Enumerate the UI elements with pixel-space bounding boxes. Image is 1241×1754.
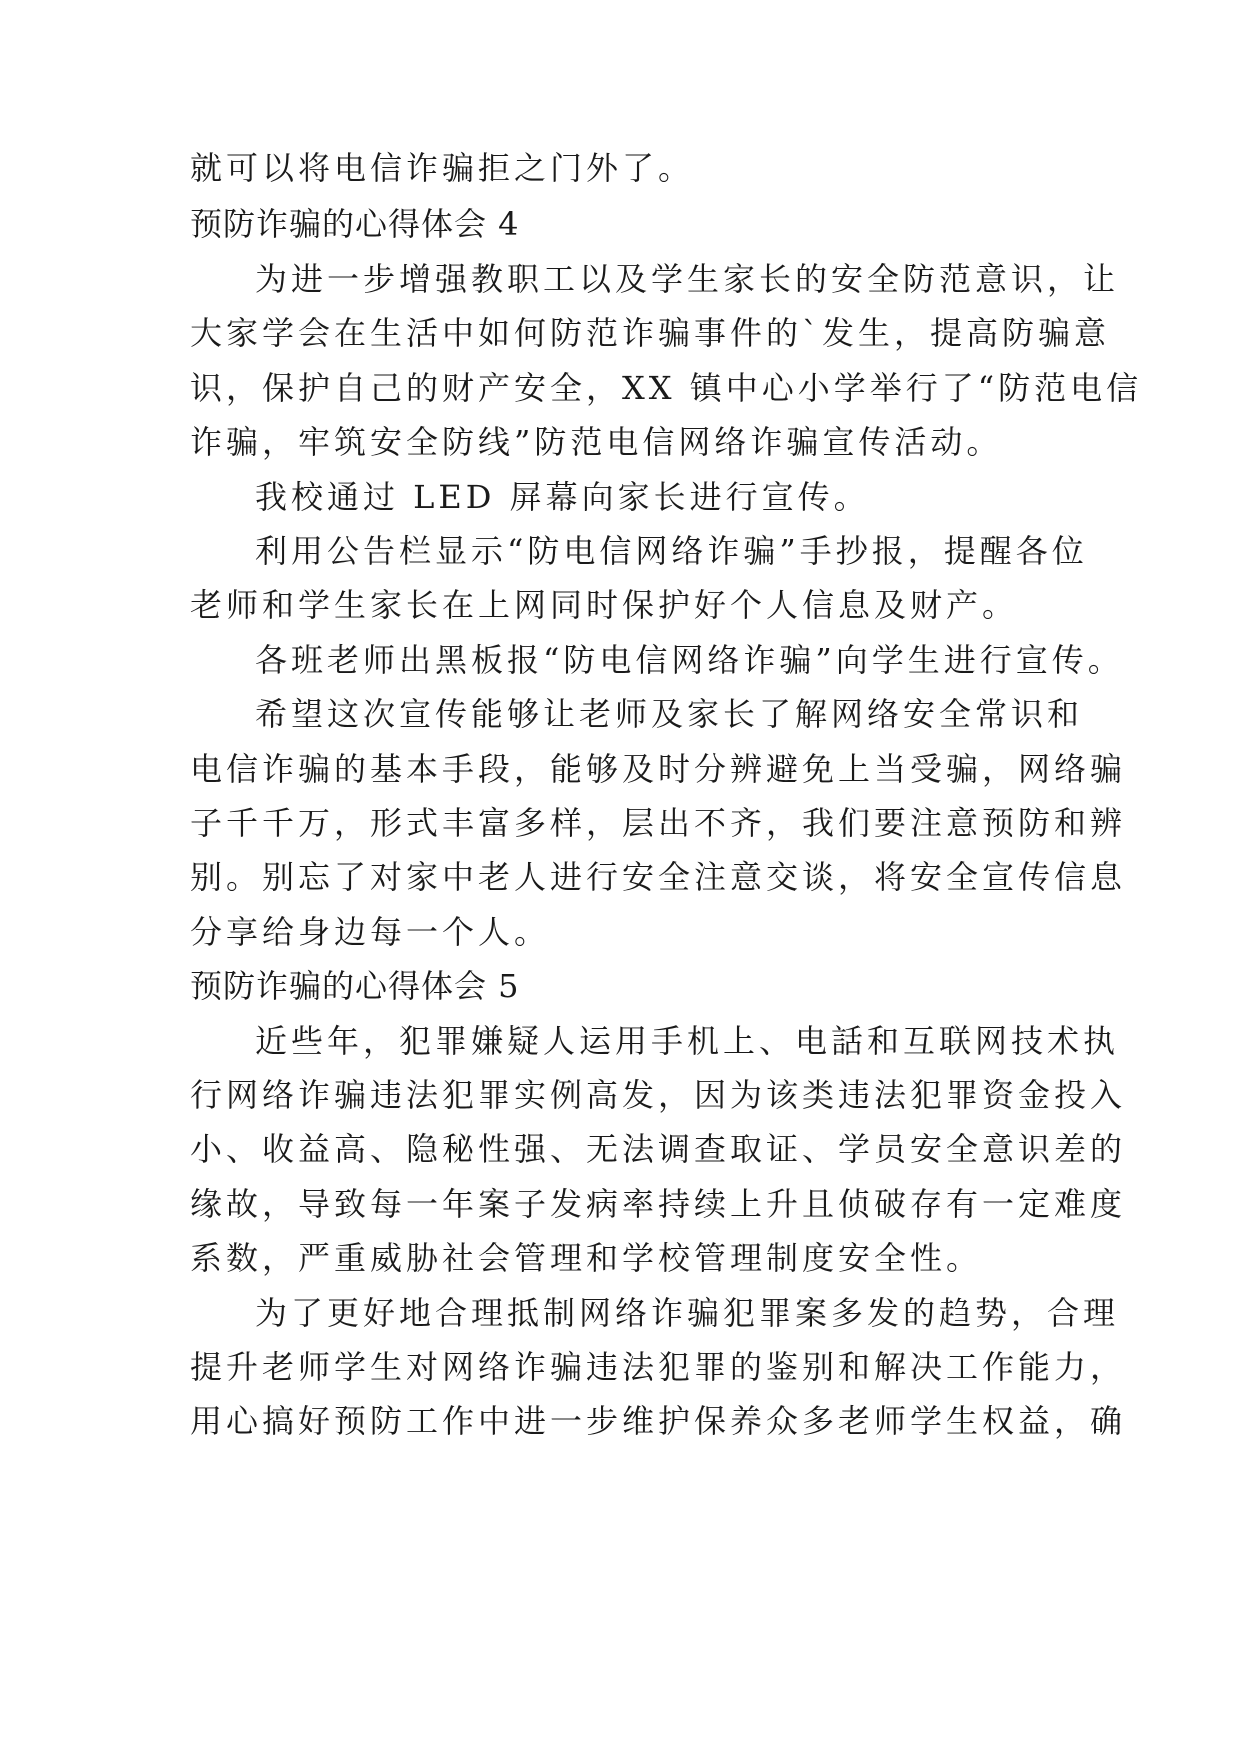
paragraph-line: 识，保护自己的财产安全，XX 镇中心小学举行了“防范电信: [190, 369, 1143, 407]
paragraph-line: 提升老师学生对网络诈骗违法犯罪的鉴别和解决工作能力，: [190, 1348, 1127, 1386]
paragraph-line: 分享给身边每一个人。: [190, 913, 551, 951]
paragraph-line: 缘故，导致每一年案子发病率持续上升且侦破存有一定难度: [190, 1185, 1127, 1223]
paragraph-line: 子千千万，形式丰富多样，层出不齐，我们要注意预防和辨: [190, 804, 1127, 842]
paragraph-line: 电信诈骗的基本手段，能够及时分辨避免上当受骗，网络骗: [190, 750, 1127, 788]
paragraph-line: 近些年，犯罪嫌疑人运用手机上、电話和互联网技术执: [255, 1022, 1120, 1060]
paragraph-line: 行网络诈骗违法犯罪实例高发，因为该类违法犯罪资金投入: [190, 1076, 1127, 1114]
paragraph-line: 系数，严重威胁社会管理和学校管理制度安全性。: [190, 1239, 983, 1277]
paragraph-line: 小、收益高、隐秘性强、无法调查取证、学员安全意识差的: [190, 1130, 1127, 1168]
paragraph-line: 为了更好地合理抵制网络诈骗犯罪案多发的趋势，合理: [255, 1294, 1120, 1332]
paragraph-line: 诈骗，牢筑安全防线”防范电信网络诈骗宣传活动。: [190, 423, 1003, 461]
paragraph-line: 别。别忘了对家中老人进行安全注意交谈，将安全宣传信息: [190, 858, 1127, 896]
paragraph-line: 就可以将电信诈骗拒之门外了。: [190, 149, 695, 187]
paragraph-line: 各班老师出黑板报“防电信网络诈骗”向学生进行宣传。: [255, 641, 1124, 679]
section-heading: 预防诈骗的心得体会 4: [190, 205, 520, 243]
paragraph-line: 老师和学生家长在上网同时保护好个人信息及财产。: [190, 586, 1019, 624]
paragraph-line: 我校通过 LED 屏幕向家长进行宣传。: [255, 478, 870, 516]
paragraph-line: 希望这次宣传能够让老师及家长了解网络安全常识和: [255, 695, 1084, 733]
paragraph-line: 大家学会在生活中如何防范诈骗事件的`发生，提高防骗意: [190, 314, 1111, 352]
paragraph-line: 为进一步增强教职工以及学生家长的安全防范意识，让: [255, 260, 1120, 298]
paragraph-line: 用心搞好预防工作中进一步维护保养众多老师学生权益，确: [190, 1402, 1127, 1440]
paragraph-line: 利用公告栏显示“防电信网络诈骗”手抄报，提醒各位: [255, 532, 1088, 570]
section-heading: 预防诈骗的心得体会 5: [190, 967, 520, 1005]
